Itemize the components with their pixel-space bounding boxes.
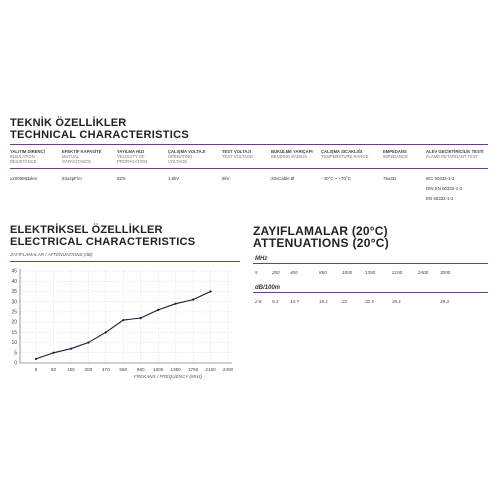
attenuations-frequency-label: MHz (255, 256, 268, 262)
attenuations-title-en: ATTENUATIONS (20°C) (253, 236, 390, 250)
attenuation-value: 35.1 (392, 299, 401, 304)
attenuation-value: 32.5 (365, 299, 374, 304)
technical-value: EN 60332-1-2 (426, 196, 454, 201)
chart-y-tick-label: 15 (11, 329, 17, 336)
technical-column-label-en: VELOCITY OF (117, 154, 145, 159)
chart-y-tick-label: 5 (14, 350, 17, 357)
chart-x-tick-label: 1350 (170, 367, 181, 372)
attenuation-frequency: 2150 (392, 270, 403, 275)
technical-column-label-tr: ÇALIŞMA VOLTAJI (168, 149, 206, 154)
technical-column-label-tr: YAYILMA HIZI (117, 149, 144, 154)
attenuations-title-tr: ZAYIFLAMALAR (20°C) (253, 224, 388, 238)
attenuations-db-label: dB/100m (255, 285, 281, 291)
technical-column-label-en: TEMPERATURE RANGE (321, 154, 369, 159)
chart-y-tick-label: 35 (11, 289, 17, 296)
chart-x-tick-label: 470 (101, 367, 110, 372)
technical-title-en: TECHNICAL CHARACTERISTICS (10, 129, 190, 141)
attenuation-value: 9.3 (272, 299, 279, 304)
technical-value: 82% (117, 176, 126, 181)
chart-x-tick-label: 860 (136, 367, 145, 372)
chart-x-tick-label: 2150 (205, 367, 216, 372)
attenuation-value: 2.8 (255, 299, 262, 304)
technical-column-label-en: TEST VOLTAGE (222, 154, 253, 159)
technical-column-label-tr: ALEV GECİKTİRİCİLİK TESTİ (426, 149, 484, 154)
chart-x-tick-label: 550 (119, 367, 128, 372)
chart-y-tick-label: 40 (11, 278, 17, 285)
chart-y-tick-label: 0 (14, 360, 17, 367)
technical-column (168, 149, 230, 164)
attenuations-frequency-divider (253, 263, 488, 264)
technical-value: IEC 60332-1-2 (426, 176, 455, 181)
chart-data-point (52, 352, 54, 354)
attenuation-frequency: 1000 (342, 270, 353, 275)
technical-column-label-en: INSULATION (10, 154, 35, 159)
chart-data-point (87, 341, 89, 343)
attenuation-chart (0, 262, 250, 382)
chart-x-tick-label: 50 (50, 367, 57, 372)
attenuations-db-divider (253, 292, 488, 293)
technical-value: DIN EN 60332-1-3 (426, 186, 463, 191)
attenuation-value: 39.3 (440, 299, 449, 304)
chart-x-tick-label: 1750 (187, 367, 199, 372)
technical-mid-divider (10, 168, 488, 169)
technical-value: ≥2000MΩxkm (10, 176, 38, 181)
technical-value: 20xCable Ø (271, 176, 295, 181)
chart-y-tick-label: 30 (11, 299, 17, 306)
technical-column-label-en: FLAME RETARDANT TEST (426, 154, 479, 159)
chart-y-tick-label: 25 (11, 309, 17, 316)
chart-x-tick-label: 1000 (153, 367, 164, 372)
technical-column-label-en: PROPAGATION (117, 159, 148, 164)
chart-x-axis-label: FREKANS / FREQUENCY (MHz) (133, 374, 203, 379)
technical-top-divider (10, 144, 488, 145)
electrical-title-tr: ELEKTRİKSEL ÖZELLİKLER (10, 224, 163, 236)
attenuation-frequency: 400 (290, 270, 298, 275)
technical-value: 5kV (222, 176, 230, 181)
attenuation-frequency: 5 (255, 270, 258, 275)
technical-column-label-en: RESISTANCE (10, 159, 37, 164)
technical-column-label-tr: YALITIM DİRENCİ (10, 149, 45, 154)
technical-column-label-en: IMPEDANCE (383, 154, 408, 159)
technical-column-label-tr: ÇALIŞMA SICAKLIĞI (321, 149, 363, 154)
attenuation-value: 13.7 (290, 299, 299, 304)
technical-column (426, 149, 488, 159)
technical-column-label-en: VOLTAGE (168, 159, 188, 164)
chart-x-tick-label: 5 (34, 367, 38, 372)
chart-y-tick-label: 45 (11, 268, 17, 275)
technical-column-label-tr: EMPEDANS (383, 149, 407, 154)
chart-data-point (175, 303, 177, 305)
technical-column (62, 149, 124, 164)
attenuation-frequency: 3000 (440, 270, 451, 275)
attenuation-value: 22 (342, 299, 348, 304)
technical-column-label-en: CAPACITANCE (62, 159, 92, 164)
technical-column-label-tr: TEST VOLTAJI (222, 149, 251, 154)
technical-column-label-tr: BÜKÜLME YARIÇAPI (271, 149, 313, 154)
technical-value: 1.5kV (168, 176, 180, 181)
attenuation-value: 19.1 (319, 299, 328, 304)
chart-data-point (122, 319, 124, 321)
attenuation-frequency: 2400 (418, 270, 429, 275)
chart-data-point (70, 348, 72, 350)
attenuation-frequency: 1350 (365, 270, 376, 275)
technical-column (321, 149, 383, 159)
chart-data-point (209, 290, 211, 292)
chart-data-point (157, 309, 159, 311)
chart-x-tick-label: 150 (67, 367, 75, 372)
chart-x-tick-label: 2400 (222, 367, 234, 372)
technical-column-label-en: MUTUAL (62, 154, 80, 159)
technical-column-label-tr: EFEKTİF KAPASİTE (62, 149, 102, 154)
chart-data-point (105, 331, 107, 333)
technical-column-label-en: BENDING RADIUS (271, 154, 308, 159)
chart-data-point (192, 299, 194, 301)
technical-column-label-en: OPERATING (168, 154, 193, 159)
chart-y-axis-label: ZAYIFLAMALAR / ATTENUATIONS (dB) (10, 252, 93, 257)
attenuation-frequency: 200 (272, 270, 280, 275)
attenuation-frequency: 850 (319, 270, 327, 275)
chart-x-tick-label: 300 (84, 367, 93, 372)
technical-title-tr: TEKNİK ÖZELLİKLER (10, 117, 127, 129)
chart-data-point (35, 358, 37, 360)
technical-value: - 40°C ~ +70°C (321, 176, 351, 181)
technical-value: 75±3Ω (383, 176, 397, 181)
technical-value: 53±2pF/m (62, 176, 82, 181)
electrical-title-en: ELECTRICAL CHARACTERISTICS (10, 236, 196, 248)
chart-data-point (140, 317, 142, 319)
chart-y-tick-label: 10 (11, 340, 17, 347)
chart-y-tick-label: 20 (11, 319, 17, 326)
